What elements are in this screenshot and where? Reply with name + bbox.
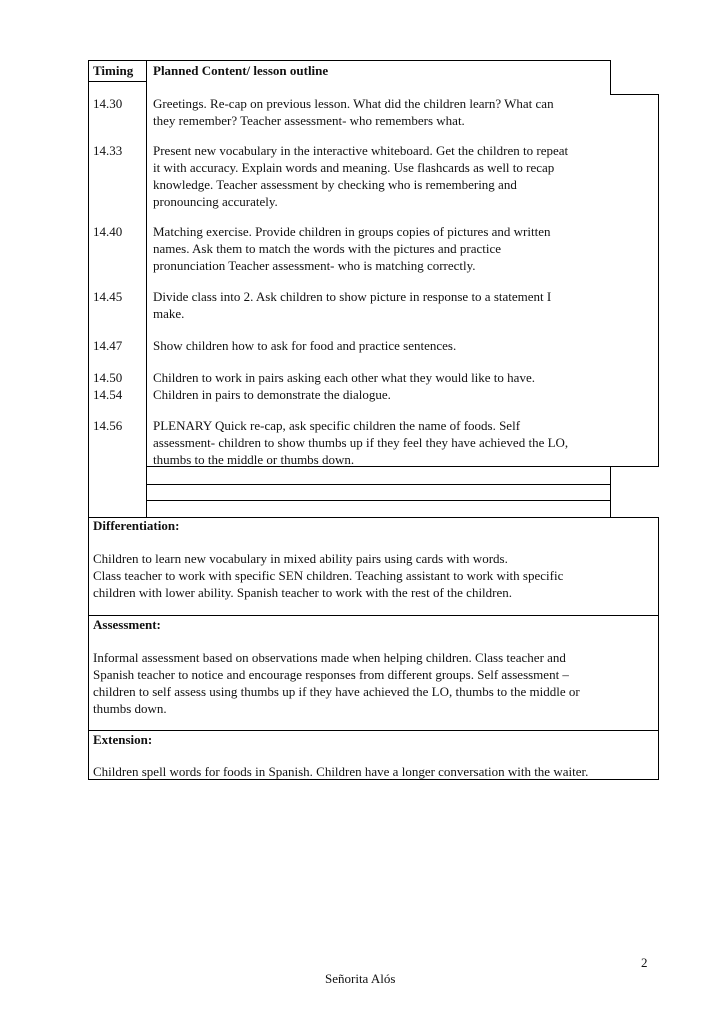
row-content: Present new vocabulary in the interactive whiteboard. Get the children to repeat it with accuracy. Explain words and meaning. Use flashcards as well to recap knowledge. Teacher assessment by checking who is remembering and pronouncing accurately. xyxy=(153,143,569,209)
row-time: 14.50 14.54 xyxy=(93,370,123,402)
footer-author: Señorita Alós xyxy=(325,971,396,986)
header-timing: Timing xyxy=(93,63,134,78)
row-time: 14.30 xyxy=(93,96,123,111)
row-content: Show children how to ask for food and practice sentences. xyxy=(153,338,457,353)
differentiation-text: Children to learn new vocabulary in mixed ability pairs using cards with words. Class teacher to work with specific SEN children. Teaching assistant to work with specific children with lower ability. Spanish teacher to work with the rest of the children. xyxy=(93,551,564,600)
page-number: 2 xyxy=(641,955,648,970)
row-time: 14.40 xyxy=(93,224,123,239)
row-content: Matching exercise. Provide children in groups copies of pictures and written names. Ask them to match the words with the pictures and practice pronunciation Teacher assessment- who is matching correctly. xyxy=(153,224,551,273)
row-content: Divide class into 2. Ask children to show picture in response to a statement I make. xyxy=(153,289,552,321)
row-time: 14.33 xyxy=(93,143,123,158)
assessment-heading: Assessment: xyxy=(93,617,161,632)
extension-heading: Extension: xyxy=(93,732,153,747)
row-time: 14.56 xyxy=(93,418,123,433)
row-content: Children to work in pairs asking each other what they would like to have. Children in pairs to demonstrate the dialogue. xyxy=(153,370,535,402)
header-content: Planned Content/ lesson outline xyxy=(153,63,329,78)
row-content: Greetings. Re-cap on previous lesson. What did the children learn? What can they remember? Teacher assessment- who remembers what. xyxy=(153,96,554,128)
row-time: 14.47 xyxy=(93,338,123,353)
row-time: 14.45 xyxy=(93,289,123,304)
assessment-text: Informal assessment based on observations made when helping children. Class teacher and Spanish teacher to notice and encourage responses from different groups. Self assessment – children to self assess using thumbs up if they have achieved the LO, thumbs to the middle or thumbs down. xyxy=(93,650,580,716)
differentiation-heading: Differentiation: xyxy=(93,518,180,533)
row-content: PLENARY Quick re-cap, ask specific children the name of foods. Self assessment- children to show thumbs up if they feel they have achieved the LO, thumbs to the middle or thumbs down. xyxy=(153,418,569,467)
extension-text: Children spell words for foods in Spanish. Children have a longer conversation with the waiter. xyxy=(93,764,589,779)
